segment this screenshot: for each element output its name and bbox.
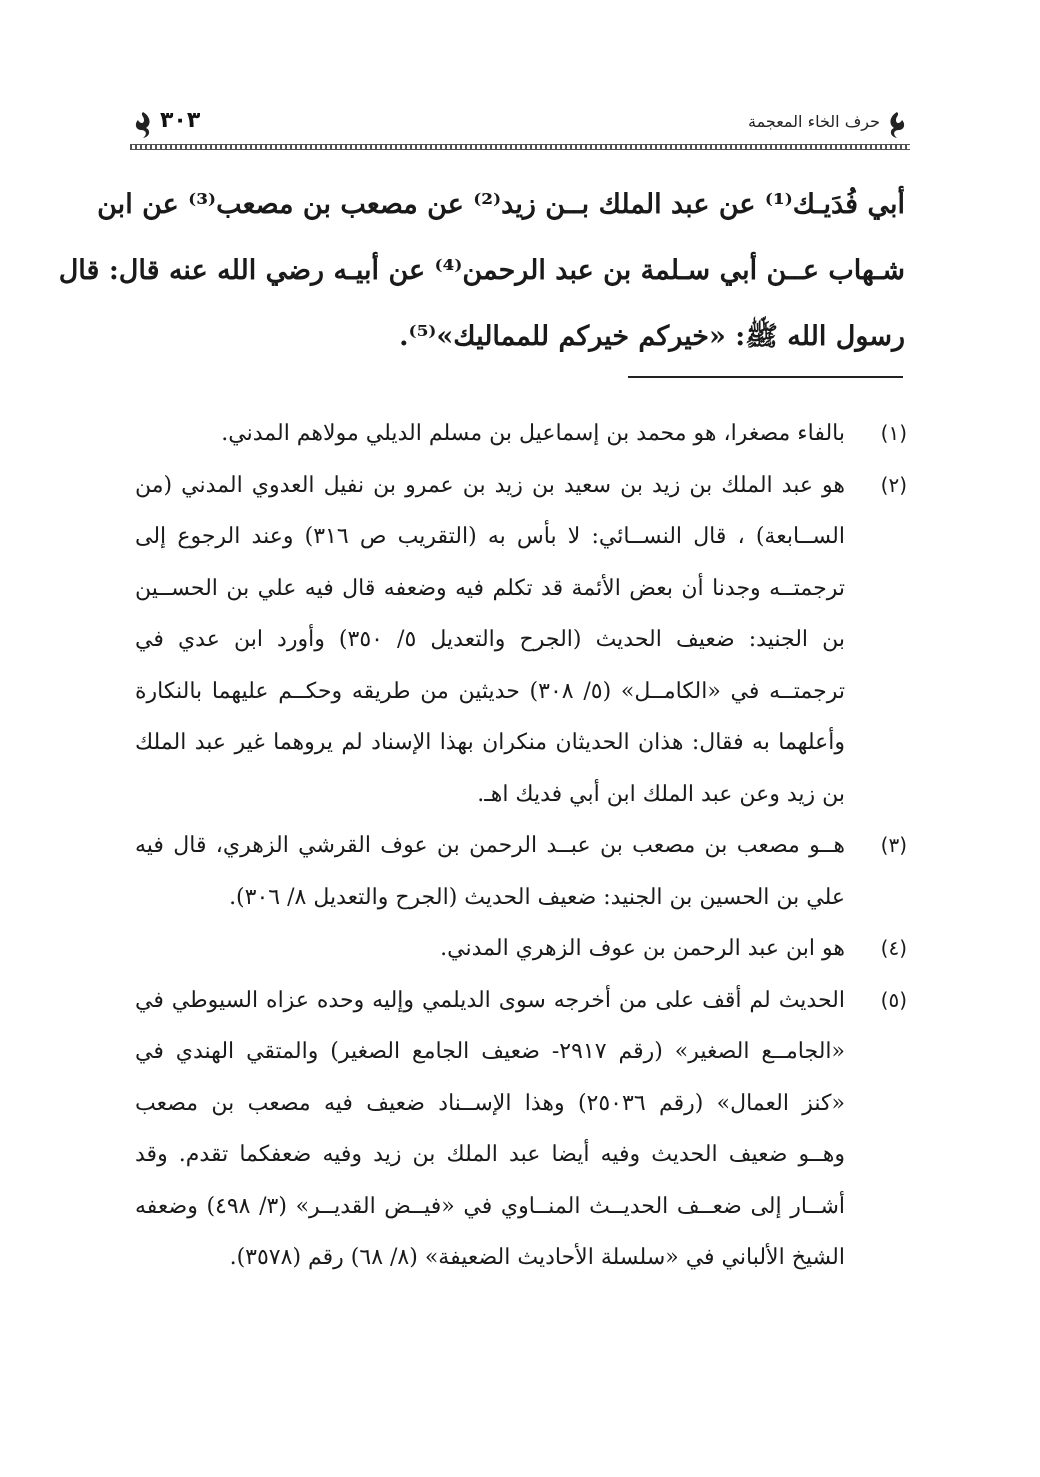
- main-line: أبي فُدَيـك⁽¹⁾ عن عبد الملك بــن زيد⁽²⁾ عن مصعب بن مصعب⁽³⁾ عن ابن: [97, 189, 905, 220]
- main-line: شـهاب عــن أبي سـلمة بن عبد الرحمن⁽⁴⁾ عن أبيـه رضي الله عنه قال: قال: [58, 255, 905, 286]
- ornament-icon: [884, 110, 910, 140]
- chapter-title: حرف الخاء المعجمة: [748, 112, 880, 131]
- footnote-marker: (٢): [880, 472, 907, 497]
- ornament-icon: [130, 110, 156, 140]
- footnote-line: وهــو ضعيف الحديث وفيه أيضا عبد الملك بن زيد وفيه ضعفكما تقدم. وقد: [135, 1142, 845, 1167]
- footnote: [135, 408, 907, 460]
- footnote-marker: (٣): [880, 833, 907, 857]
- footnote-line: أشــار إلى ضعــف الحديــث المنــاوي في «فيــض القديــر» (٣/ ٤٩٨) وضعفه: [135, 1193, 846, 1219]
- footnote-line: الســابعة) ، قال النســائي: لا بأس به (التقريب ص ٣١٦) وعند الرجوع إلى: [135, 524, 845, 549]
- footnote-line: ترجمتــه وجدنا أن بعض الأئمة قد تكلم فيه وضعفه قال فيه علي بن الحســين: [135, 575, 845, 601]
- footnote-line: بن زيد وعن عبد الملك ابن أبي فديك اهـ.: [477, 781, 845, 807]
- page-header: [130, 104, 910, 156]
- footnote-line: هو عبد الملك بن زيد بن سعيد بن زيد بن عمرو بن نفيل العدوي المدني (من: [135, 472, 845, 498]
- footnote-line: وأعلهما به فقال: هذان الحديثان منكران بهذا الإسناد لم يروهما غير عبد الملك: [135, 730, 845, 755]
- footnote-line: الشيخ الألباني في «سلسلة الأحاديث الضعيفة» (٨/ ٦٨) رقم (٣٥٧٨).: [229, 1245, 845, 1270]
- footnote-line: هــو مصعب بن مصعب بن عبــد الرحمن بن عوف القرشي الزهري، قال فيه: [135, 833, 845, 858]
- footnote-marker: (٥): [880, 987, 907, 1012]
- footnote-line: بالفاء مصغرا، هو محمد بن إسماعيل بن مسلم الديلي مولاهم المدني.: [221, 421, 845, 446]
- footnote-line: الحديث لم أقف على من أخرجه سوى الديلمي وإليه وحده عزاه السيوطي في: [135, 987, 845, 1013]
- footnote-marker: (١): [880, 421, 907, 445]
- main-text: [58, 172, 905, 370]
- footnotes: [135, 408, 907, 1284]
- footnote-line: ترجمتــه في «الكامــل» (٥/ ٣٠٨) حديثين من طريقه وحكــم عليهما بالنكارة: [135, 678, 845, 704]
- footnote-line: «كنز العمال» (رقم ٢٥٠٣٦) وهذا الإســناد ضعيف فيه مصعب بن مصعب: [135, 1090, 845, 1116]
- footnote-line: «الجامــع الصغير» (رقم ٢٩١٧- ضعيف الجامع الصغير) والمتقي الهندي في: [135, 1039, 845, 1064]
- header-rule: [130, 144, 910, 150]
- main-line: رسول الله ﷺ: «خيركم خيركم للمماليك»⁽⁵⁾.: [399, 321, 905, 352]
- footnote: [135, 820, 907, 923]
- footnote-line: علي بن الحسين بن الجنيد: ضعيف الحديث (الجرح والتعديل ٨/ ٣٠٦).: [229, 884, 845, 910]
- footnote-line: هو ابن عبد الرحمن بن عوف الزهري المدني.: [440, 936, 845, 961]
- footnote-line: بن الجنيد: ضعيف الحديث (الجرح والتعديل ٥/ ٣٥٠) وأورد ابن عدي في: [135, 627, 845, 652]
- page-number: ٣٠٣: [160, 108, 201, 133]
- footnote: [135, 460, 907, 821]
- footnote: [135, 923, 907, 975]
- footnote-divider: [628, 376, 903, 378]
- footnote-marker: (٤): [880, 936, 907, 960]
- footnote: [135, 975, 907, 1284]
